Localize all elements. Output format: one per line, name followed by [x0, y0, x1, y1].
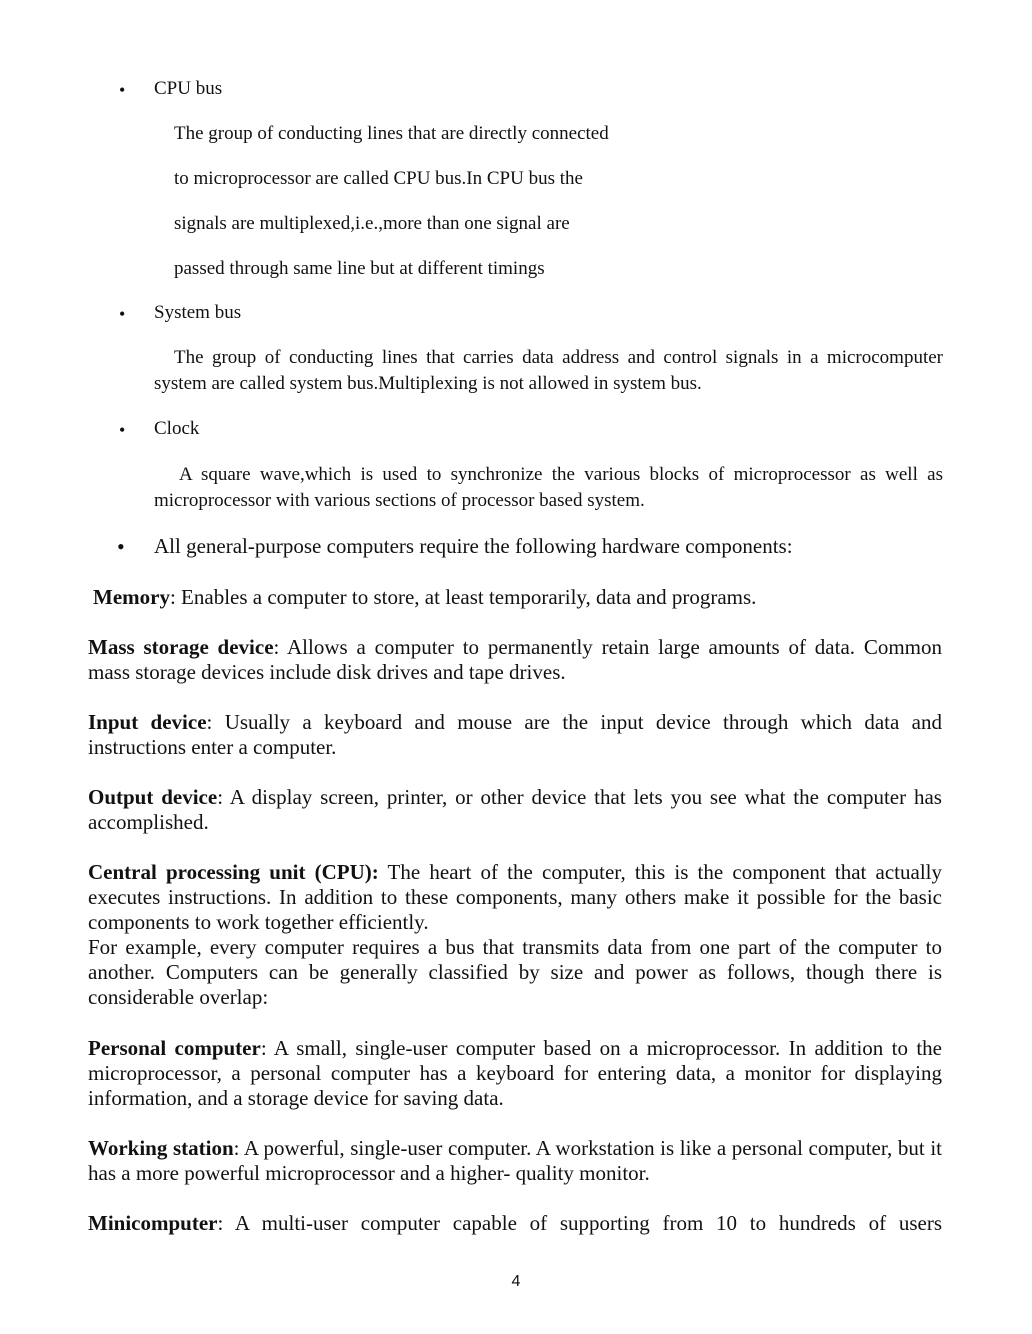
mass-storage-text: : Allows a computer to permanently retain large amounts of data. Common mass storage devices include disk drives and tape drives.: [88, 635, 943, 684]
working-station-definition: [88, 1136, 942, 1186]
output-device-term: Output device: [88, 785, 218, 809]
system-bus-heading: System bus: [154, 302, 242, 323]
cpu-bus-line-1: The group of conducting lines that are directly connected: [174, 123, 609, 144]
input-device-definition: [88, 710, 942, 760]
page-number: 4: [511, 1273, 521, 1290]
mass-storage-definition: [88, 635, 942, 685]
personal-computer-term: Personal computer: [88, 1036, 261, 1060]
memory-text: : Enables a computer to store, at least temporarily, data and programs.: [169, 585, 757, 609]
mass-storage-term: Mass storage device: [88, 635, 274, 659]
clock-description: A square wave,which is used to synchronize the various blocks of microprocessor as well as microprocessor with various sections of processor based system.: [154, 464, 943, 511]
cpu-bus-line-2: to microprocessor are called CPU bus.In CPU bus the: [174, 168, 583, 189]
cpu-definition: [88, 860, 942, 935]
minicomputer-text: : A multi-user computer capable of supporting from 10 to hundreds of users: [217, 1211, 942, 1235]
cpu-bus-line-4: passed through same line but at different timings: [174, 258, 545, 279]
system-bus-description: The group of conducting lines that carries data address and control signals in a microcomputer system are called system bus.Multiplexing is not allowed in system bus.: [154, 347, 943, 394]
personal-computer-text: : A small, single-user computer based on a microprocessor. In addition to the microprocessor, a personal computer has a keyboard for entering data, a monitor for displaying information, and a storage device for saving data.: [88, 1036, 942, 1110]
working-station-text: : A powerful, single-user computer. A workstation is like a personal computer, but it has a more powerful microprocessor and a higher- quality monitor.: [88, 1136, 942, 1185]
minicomputer-term: Minicomputer: [88, 1211, 218, 1235]
clock-heading: Clock: [154, 418, 200, 439]
cpu-bus-line-3: signals are multiplexed,i.e.,more than one signal are: [174, 213, 570, 234]
cpu-text: The heart of the computer, this is the component that actually executes instructions. In addition to these components, many others make it possible for the basic components to work together efficiently.: [88, 860, 942, 934]
cpu-bus-heading: CPU bus: [154, 78, 223, 99]
minicomputer-definition: [88, 1211, 942, 1236]
components-intro: All general-purpose computers require the following hardware components:: [154, 534, 793, 558]
cpu-term: Central processing unit (CPU):: [88, 860, 379, 884]
bullet-marker: •: [117, 534, 125, 559]
input-device-text: : Usually a keyboard and mouse are the input device through which data and instructions enter a computer.: [88, 710, 942, 759]
bullet-marker: •: [119, 420, 126, 440]
output-device-text: : A display screen, printer, or other device that lets you see what the computer has accomplished.: [88, 785, 942, 834]
bullet-marker: •: [119, 80, 126, 100]
working-station-term: Working station: [88, 1136, 234, 1160]
personal-computer-definition: [88, 1036, 942, 1111]
bullet-marker: •: [119, 304, 126, 324]
input-device-term: Input device: [88, 710, 207, 734]
memory-term: Memory: [93, 585, 170, 609]
memory-definition: [93, 585, 756, 610]
example-paragraph: For example, every computer requires a bus that transmits data from one part of the computer to another. Computers can be generally classified by size and power as follows, though there is considerable overlap:: [88, 935, 942, 1009]
output-device-definition: [88, 785, 942, 835]
